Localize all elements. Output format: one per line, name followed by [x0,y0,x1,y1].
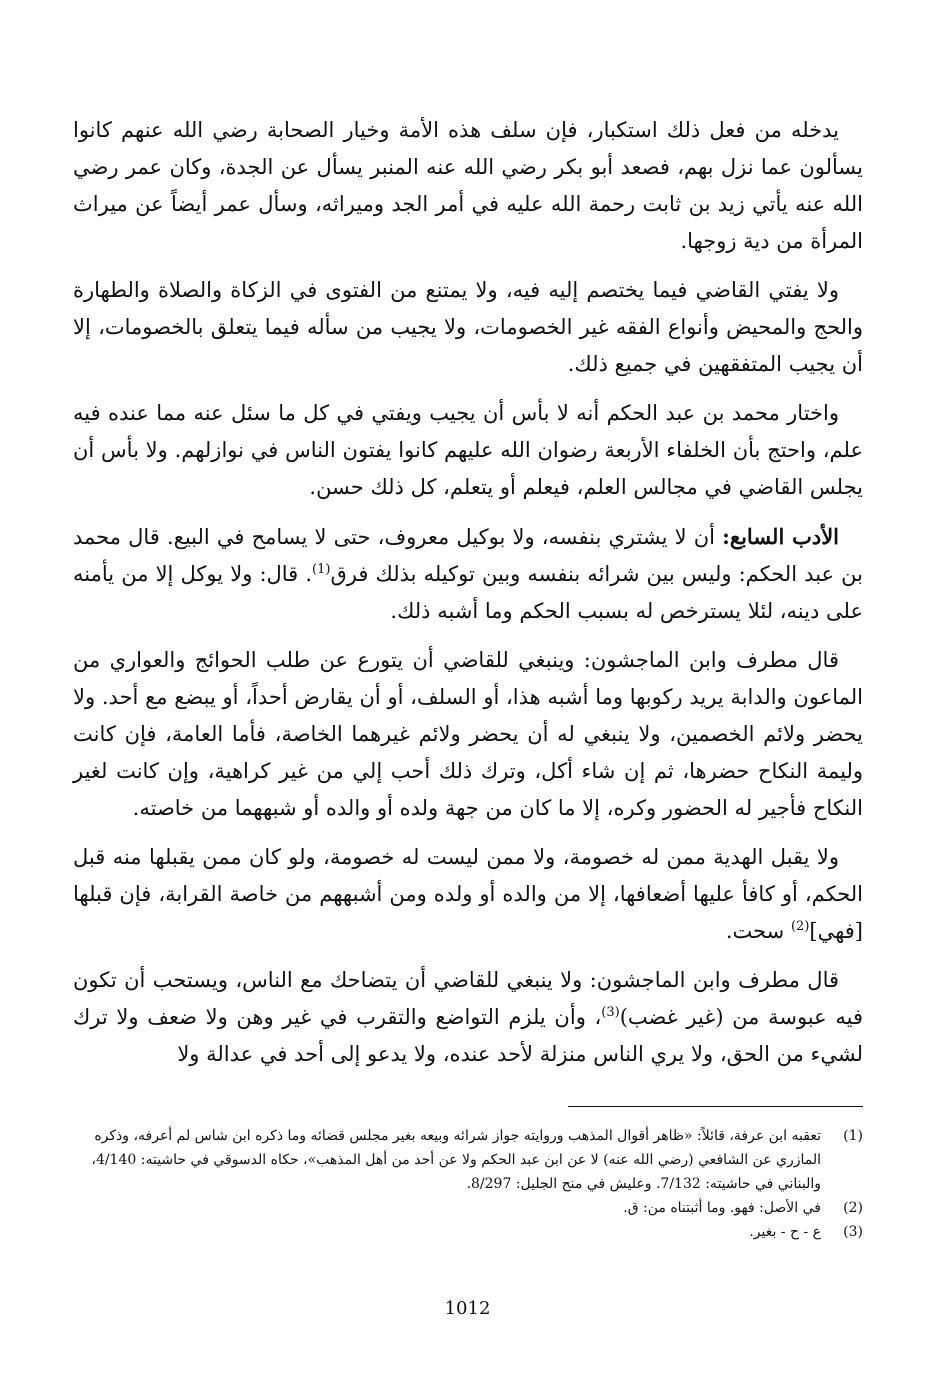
paragraph-text: ، وأن يلزم التواضع والتقرب في غير وهن ولا ضعف ولا ترك لشيء من الحق، ولا يري الناس منزلة لأحد عنده، ولا يدعو إلى أحد في عدالة ولا [73,1005,863,1066]
page-number: 1012 [444,1298,491,1319]
paragraph [73,962,863,1073]
paragraph-text: قال مطرف وابن الماجشون: ولا ينبغي للقاضي أن يتضاحك مع الناس، ويستحب أن تكون فيه عبوسة من (غير غضب) [73,968,863,1029]
footnote [68,1196,863,1220]
paragraph-text: سحت. [725,919,791,943]
paragraph-text: . قال: ولا يوكل إلا من يأمنه على دينه، لئلا يسترخص له بسبب الحكم وما أشبه ذلك. [73,562,863,623]
paragraph-text: واختار محمد بن عبد الحكم أنه لا بأس أن يجيب ويفتي في كل ما سئل عنه مما عنده فيه علم، واحتج بأن الخلفاء الأربعة رضوان الله عليهم كانوا يفتون الناس في نوازلهم. ولا بأس أن يجلس القاضي في مجالس العلم، فيعلم أو يتعلم، كل ذلك حسن. [73,401,863,499]
paragraph-text: ولا يفتي القاضي فيما يختصم إليه فيه، ولا يمتنع من الفتوى في الزكاة والصلاة والطهارة والحج والمحيض وأنواع الفقه غير الخصومات، ولا يجيب من سأله فيما يتعلق بالخصومات، إلا أن يجيب المتفقهين في جميع ذلك. [73,278,863,376]
paragraph [73,395,863,506]
footnote-number: (1) [843,1128,863,1144]
footnote-ref: (2) [790,919,810,934]
footnotes [68,1124,863,1244]
footnote [68,1220,863,1244]
paragraph [73,839,863,950]
footnote-text: في الأصل: فهو. وما أثبتناه من: ق. [623,1200,821,1216]
paragraph [73,642,863,827]
paragraph-text: ولا يقبل الهدية ممن له خصومة، ولا ممن ليست له خصومة، ولو كان ممن يقبلها منه قبل الحكم، أو كافأ عليها أضعافها، إلا من والده أو ولده ومن أشبههم من خاصة القرابة، فإن قبلها [فهي] [73,845,863,943]
paragraph [73,112,863,260]
footnote-divider [568,1106,863,1107]
paragraph-text: يدخله من فعل ذلك استكبار، فإن سلف هذه الأمة وخيار الصحابة رضي الله عنهم كانوا يسألون عما نزل بهم، فصعد أبو بكر رضي الله عنه المنبر يسأل عن الجدة، وكان عمر رضي الله عنه يأتي زيد بن ثابت رحمة الله عليه في أمر الجد وميراثه، وسأل عمر أيضاً عن ميراث المرأة من دية زوجها. [73,118,863,253]
footnote-number: (3) [843,1224,863,1240]
footnote-number: (2) [843,1200,863,1216]
paragraph [73,272,863,383]
paragraph-text: أن لا يشتري بنفسه، ولا بوكيل معروف، حتى لا يسامح في البيع. قال محمد بن عبد الحكم: وليس بين شرائه بنفسه وبين توكيله بذلك فرق [73,525,864,586]
footnote-ref: (3) [601,1005,620,1020]
paragraph-text: قال مطرف وابن الماجشون: وينبغي للقاضي أن يتورع عن طلب الحوائج والعواري من الماعون والدابة يريد ركوبها وما أشبه هذا، أو السلف، أو أن يقارض أحداً، أو يبضع مع أحد. ولا يحضر ولائم الخصمين، ولا ينبغي له أن يحضر ولائم غيرهما الخاصة، فأما العامة، فإن كانت وليمة النكاح حضرها، ثم إن شاء أكل، وترك ذلك أحب إلي من غير كراهية، وإن كانت لغير النكاح فأجير له الحضور وكره، إلا ما كان من جهة ولده أو والده أو شبههما من خاصته. [73,648,863,820]
section-heading: الأدب السابع: [722,524,839,549]
footnote [68,1124,863,1196]
footnote-ref: (1) [312,562,331,577]
main-text [73,112,863,1085]
paragraph [73,518,863,630]
footnote-text: ع - ح - بغير. [749,1224,821,1240]
footnote-text: تعقبه ابن عرفة، قائلاً: «ظاهر أقوال المذهب وروايته جواز شرائه وبيعه بغير مجلس قضائه وما ذكره ابن شاس لم أعرفه، وذكره المازري عن الشافعي (رضي الله عنه) لا عن ابن عبد الحكم ولا عن أحد من أهل المذهب»، حكاه الدسوقي في حاشيته: 4/140، والبناني في حاشيته: 7/132. وعليش في منح الجليل: 8/297. [91,1128,821,1192]
